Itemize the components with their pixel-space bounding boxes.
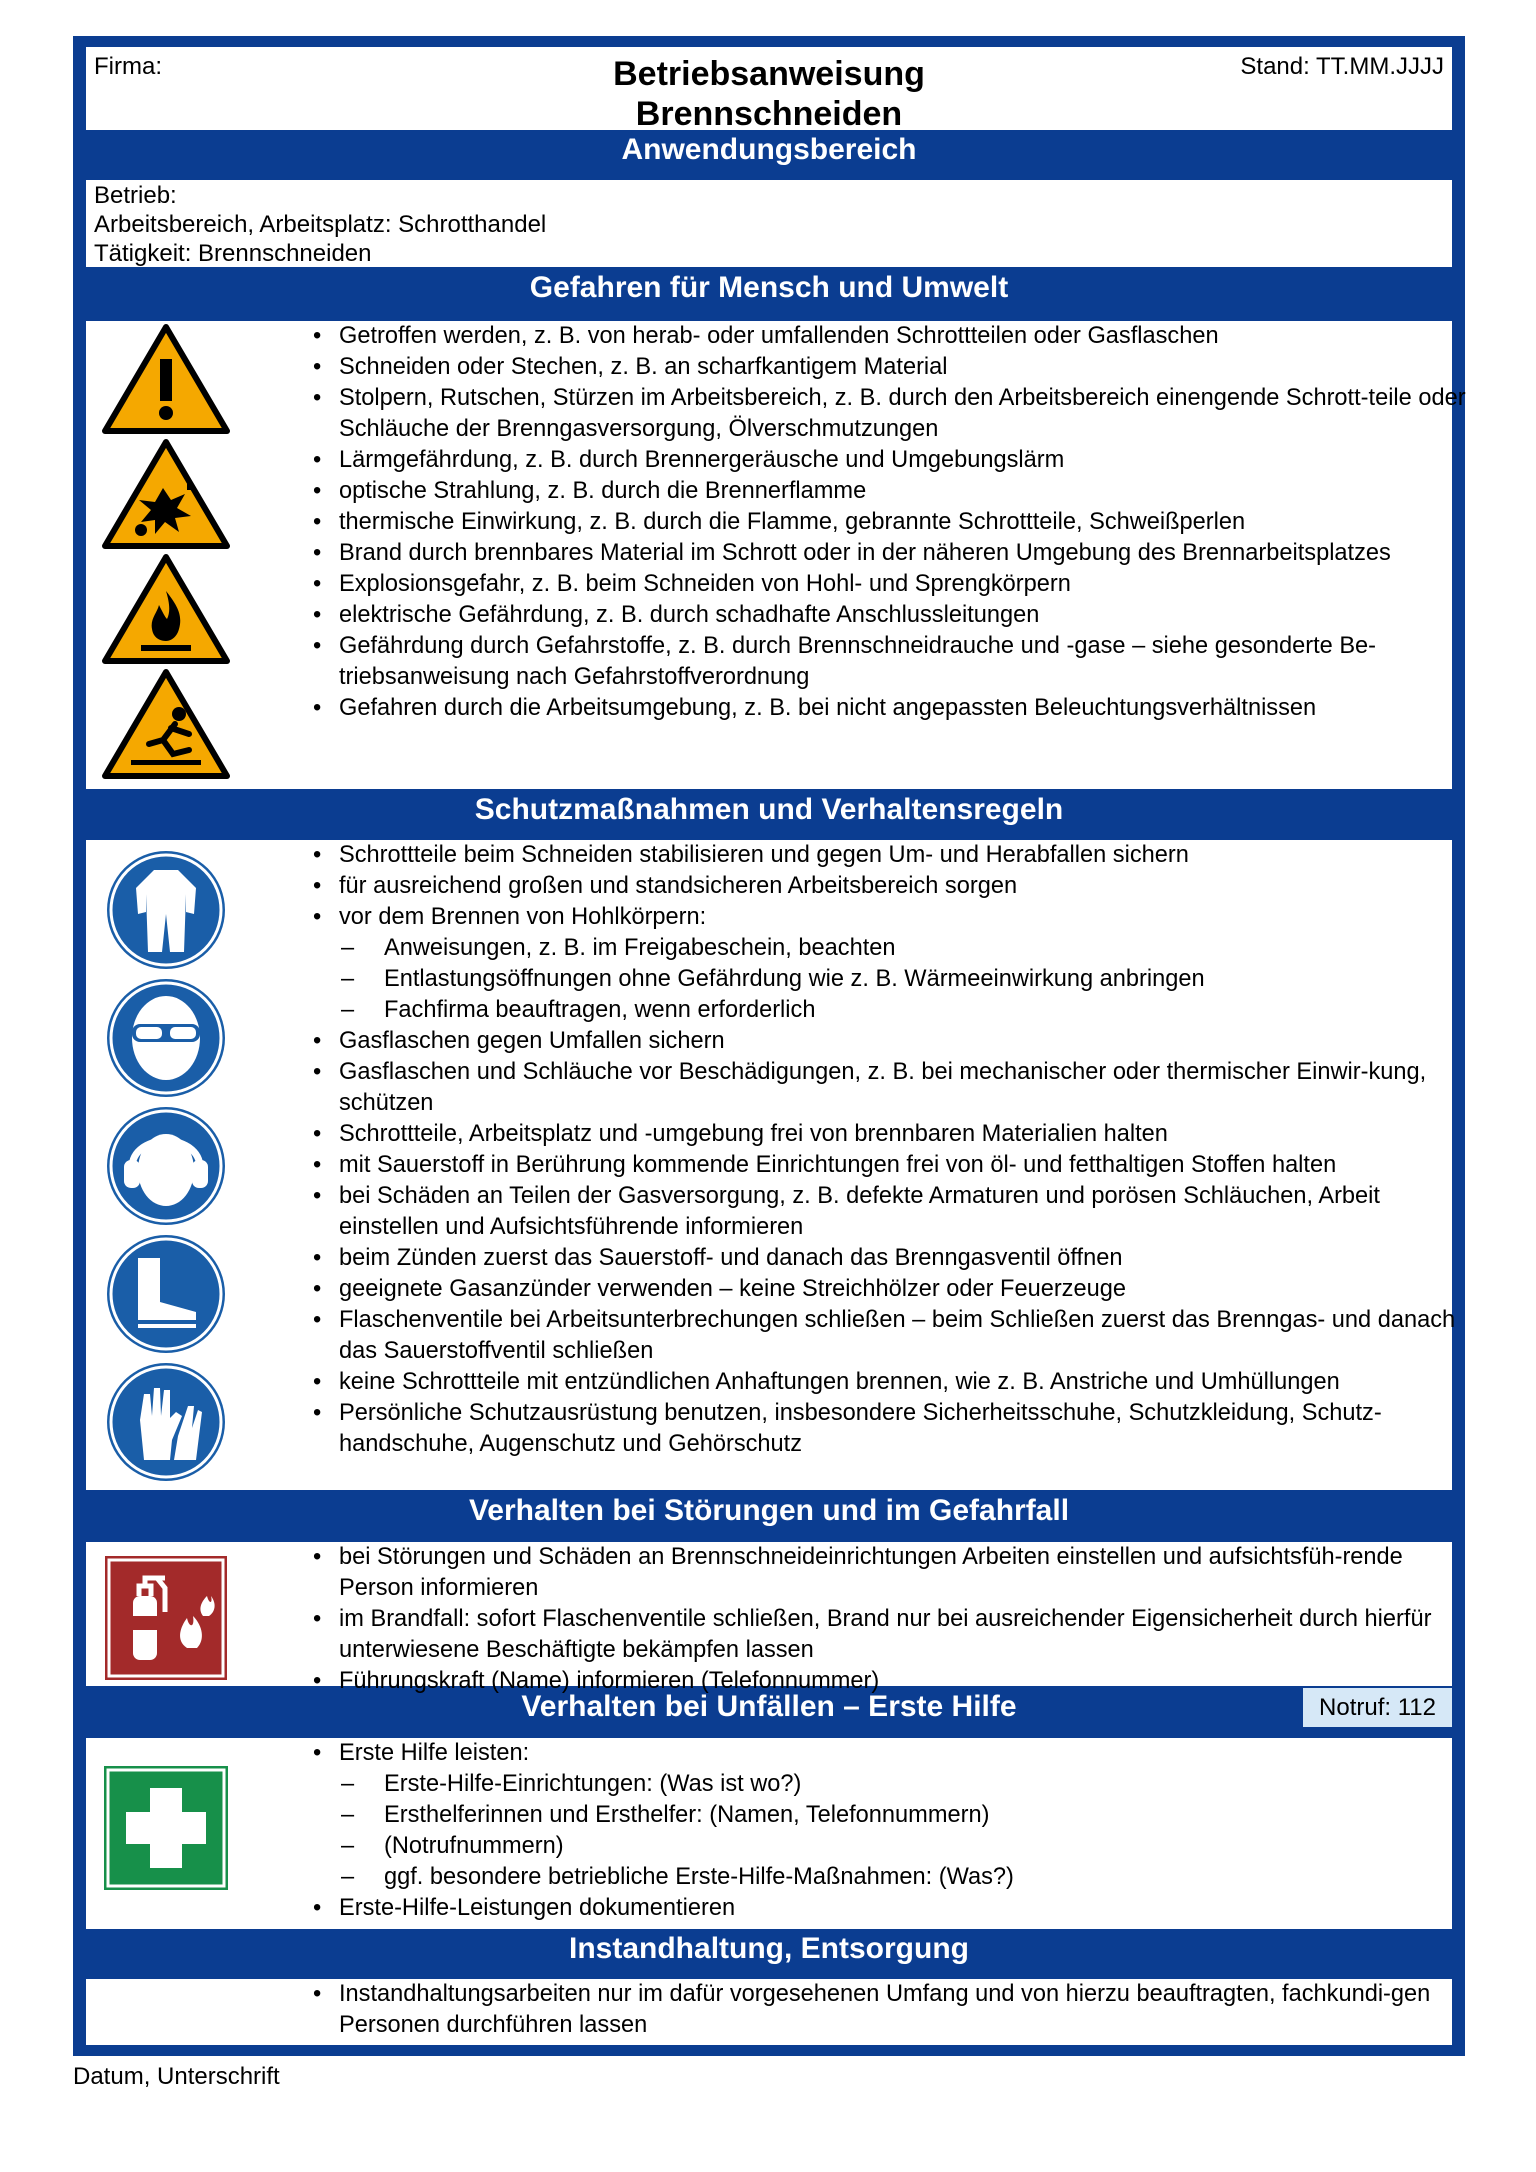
measures-heading-bar [86,789,1452,831]
scope-heading: Anwendungsbereich [621,133,917,166]
maintenance-section [86,1979,1452,2045]
date-label: Stand: TT.MM.JJJJ [1240,53,1444,80]
company-label: Firma: [94,53,162,80]
list-item: • Erste-Hilfe-Leistungen dokumentieren [308,1893,1478,1924]
measures-heading: Schutzmaßnahmen und Verhaltensregeln [474,793,1064,826]
list-item: • Gasflaschen und Schläuche vor Beschädigungen, z. B. bei mechanischer oder thermischer Einwir-kung, schützen [308,1057,1478,1119]
maintenance-list [308,1979,1478,2041]
list-item: • elektrische Gefährdung, z. B. durch schadhafte Anschlussleitungen [308,600,1478,631]
signature-label: Datum, Unterschrift [73,2063,280,2090]
measures-section [86,840,1456,1490]
measures-list-a [308,840,1478,933]
list-item: • beim Zünden zuerst das Sauerstoff- und danach das Brenngasventil öffnen [308,1243,1478,1274]
safety-boots-icon [104,1232,228,1356]
scope-section [86,180,1452,267]
list-item: • für ausreichend großen und standsicheren Arbeitsbereich sorgen [308,871,1478,902]
eye-protection-icon [104,976,228,1100]
list-item: – Anweisungen, z. B. im Freigabeschein, beachten [308,933,1478,964]
list-item: • bei Störungen und Schäden an Brennschneideinrichtungen Arbeiten einstellen und aufsichtsfüh-rende Person informieren [308,1542,1478,1604]
list-item: • Flaschenventile bei Arbeitsunterbrechungen schließen – beim Schließen zuerst das Brenngas- und danach das Sauerstoffventil schließen [308,1305,1478,1367]
list-item: • Gasflaschen gegen Umfallen sichern [308,1026,1478,1057]
list-item: • Erste Hilfe leisten: [308,1738,1478,1769]
title-line-1: Betriebsanweisung [613,55,925,93]
list-item: • Führungskraft (Name) informieren (Telefonnummer) [308,1666,1478,1697]
list-item: • Explosionsgefahr, z. B. beim Schneiden von Hohl- und Sprengkörpern [308,569,1478,600]
hazards-section [86,321,1466,789]
hazards-list [308,321,1478,724]
warning-flammable-icon [101,553,231,665]
list-item: • optische Strahlung, z. B. durch die Brennerflamme [308,476,1478,507]
list-item: • im Brandfall: sofort Flaschenventile schließen, Brand nur bei ausreichender Eigensicherheit durch hierfür unterwiesene Beschäftigte bekämpfen lassen [308,1604,1478,1666]
fire-extinguisher-icon [105,1556,227,1680]
list-item: • geeignete Gasanzünder verwenden – keine Streichhölzer oder Feuerzeuge [308,1274,1478,1305]
list-item: • Schneiden oder Stechen, z. B. an scharfkantigem Material [308,352,1478,383]
list-item: • Stolpern, Rutschen, Stürzen im Arbeitsbereich, z. B. durch den Arbeitsbereich einengende Schrott-teile oder Schläuche der Brenngasversorgung, Ölverschmutzungen [308,383,1478,445]
scope-line-activity: Tätigkeit: Brennschneiden [94,240,372,267]
scope-line-workplace: Arbeitsbereich, Arbeitsplatz: Schrotthandel [94,211,547,238]
first-aid-list-a [308,1738,1478,1769]
scope-heading-bar [86,130,1452,170]
instruction-sheet-frame [73,36,1465,2056]
list-item: • bei Schäden an Teilen der Gasversorgung, z. B. defekte Armaturen und porösen Schläuchen, Arbeit einstellen und Aufsichtsführende informieren [308,1181,1478,1243]
scope-line-company: Betrieb: [94,182,177,209]
list-item: – Erste-Hilfe-Einrichtungen: (Was ist wo?) [308,1769,1478,1800]
emergency-call-number: Notruf: 112 [1319,1694,1436,1721]
header [86,47,1452,133]
emergency-heading: Verhalten bei Störungen und im Gefahrfall [468,1494,1070,1527]
list-item: • keine Schrottteile mit entzündlichen Anhaftungen brennen, wie z. B. Anstriche und Umhüllungen [308,1367,1478,1398]
ear-protection-icon [104,1104,228,1228]
first-aid-sublist [308,1769,1478,1893]
list-item: • Brand durch brennbares Material im Schrott oder in der näheren Umgebung des Brennarbeitsplatzes [308,538,1478,569]
emergency-call-box [1303,1688,1452,1727]
list-item: • Instandhaltungsarbeiten nur im dafür vorgesehenen Umfang und von hierzu beauftragten, fachkundi-gen Personen durchführen lassen [308,1979,1478,2041]
list-item: – (Notrufnummern) [308,1831,1478,1862]
list-item: • vor dem Brennen von Hohlkörpern: [308,902,1478,933]
gloves-icon [104,1360,228,1484]
list-item: – Entlastungsöffnungen ohne Gefährdung wie z. B. Wärmeeinwirkung anbringen [308,964,1478,995]
hazards-heading-bar [86,267,1452,309]
protective-clothing-icon [104,848,228,972]
emergency-heading-bar [86,1490,1452,1532]
emergency-list [308,1542,1478,1697]
list-item: • Persönliche Schutzausrüstung benutzen, insbesondere Sicherheitsschuhe, Schutzkleidung, Schutz-handschuhe, Augenschutz und Gehörschutz [308,1398,1478,1460]
list-item: – Fachfirma beauftragen, wenn erforderlich [308,995,1478,1026]
list-item: – Ersthelferinnen und Ersthelfer: (Namen, Telefonnummern) [308,1800,1478,1831]
list-item: • Gefährdung durch Gefahrstoffe, z. B. durch Brennschneidrauche und -gase – siehe gesonderte Be-triebsanweisung nach Gefahrstoffverordnung [308,631,1478,693]
list-item: • Schrottteile beim Schneiden stabilisieren und gegen Um- und Herabfallen sichern [308,840,1478,871]
first-aid-icon [104,1766,228,1890]
hazards-heading: Gefahren für Mensch und Umwelt [529,271,1009,304]
list-item: • Lärmgefährdung, z. B. durch Brennergeräusche und Umgebungslärm [308,445,1478,476]
warning-general-icon [101,323,231,435]
warning-slip-icon [101,668,231,780]
list-item: • Getroffen werden, z. B. von herab- oder umfallenden Schrottteilen oder Gasflaschen [308,321,1478,352]
measures-list-b [308,1026,1478,1460]
list-item: • mit Sauerstoff in Berührung kommende Einrichtungen frei von öl- und fetthaltigen Stoffen halten [308,1150,1478,1181]
emergency-section [86,1542,1452,1694]
first-aid-section [86,1738,1452,1929]
first-aid-list-b [308,1893,1478,1924]
title-line-2: Brennschneiden [635,95,903,133]
maintenance-heading: Instandhaltung, Entsorgung [569,1932,969,1965]
list-item: • Schrottteile, Arbeitsplatz und -umgebung frei von brennbaren Materialien halten [308,1119,1478,1150]
first-aid-heading: Verhalten bei Unfällen – Erste Hilfe [521,1690,1017,1723]
list-item: • thermische Einwirkung, z. B. durch die Flamme, gebrannte Schrottteile, Schweißperlen [308,507,1478,538]
list-item: – ggf. besondere betriebliche Erste-Hilfe-Maßnahmen: (Was?) [308,1862,1478,1893]
list-item: • Gefahren durch die Arbeitsumgebung, z. B. bei nicht angepassten Beleuchtungsverhältnissen [308,693,1478,724]
warning-explosive-icon [101,438,231,550]
first-aid-heading-bar [86,1686,1452,1727]
maintenance-heading-bar [86,1929,1452,1969]
measures-sublist [308,933,1478,1026]
